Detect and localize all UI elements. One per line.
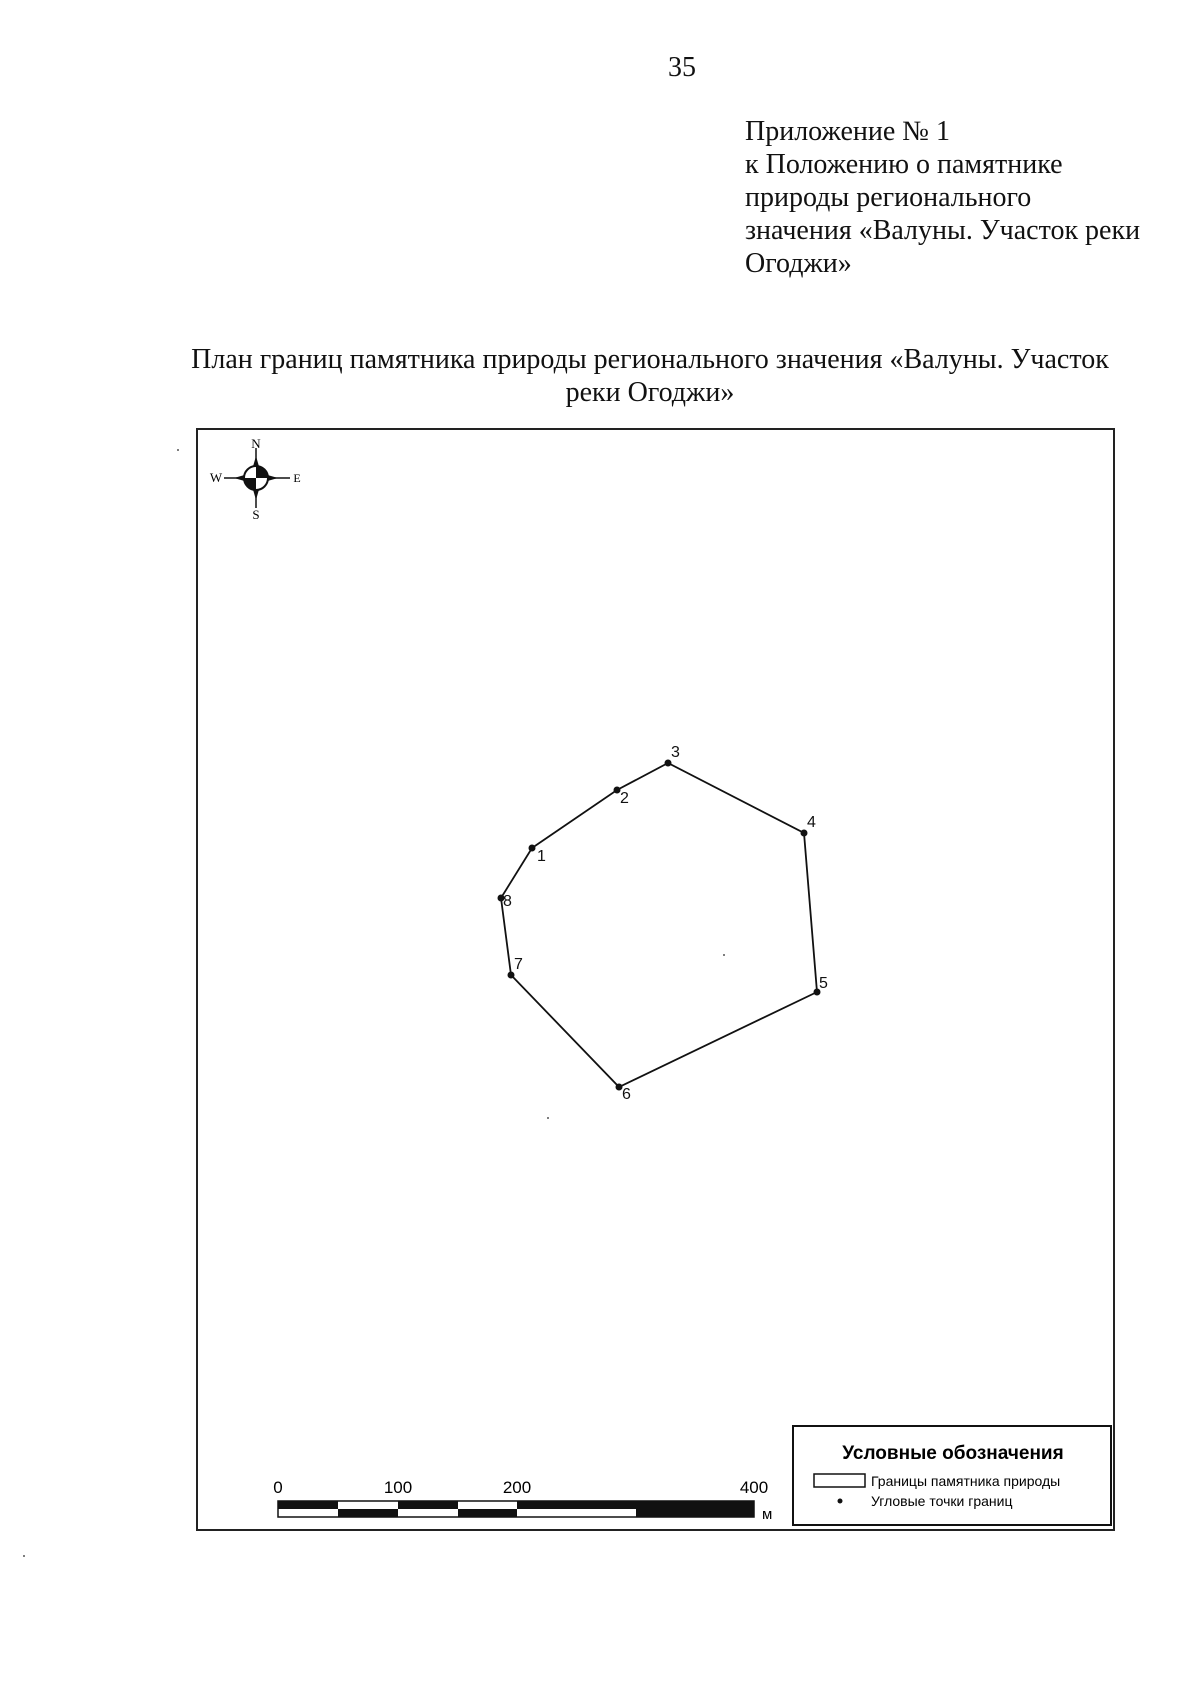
page-number: 35 [668,52,696,83]
corner-points [498,760,821,1091]
scale-label-0: 0 [273,1478,283,1497]
corner-point-1 [529,845,536,852]
point-label-3: 3 [671,744,680,761]
scale-label-100: 100 [383,1478,413,1497]
appendix-line: Приложение № 1 [745,116,950,147]
point-label-5: 5 [819,975,828,992]
appendix-line: природы регионального [745,182,1032,213]
scale-label-400: 400 [739,1478,769,1497]
appendix-line: Огоджи» [745,248,852,279]
point-label-7: 7 [514,956,523,973]
corner-point-icon [838,1499,843,1504]
point-label-1: 1 [537,848,546,865]
legend [793,1426,1111,1525]
legend-item-label: Угловые точки границ [871,1493,1013,1509]
compass-icon [210,436,301,522]
compass-south: S [252,507,260,522]
compass-north: N [251,436,261,451]
plan-title-line: План границ памятника природы регионального значения «Валуны. Участок [191,344,1109,375]
scale-bar [273,1478,772,1523]
legend-item-label: Границы памятника природы [871,1473,1061,1489]
boundary-rect-icon [814,1474,865,1487]
appendix-line: к Положению о памятнике [745,149,1063,180]
point-label-2: 2 [620,790,629,807]
point-label-8: 8 [503,893,512,910]
point-label-6: 6 [622,1086,631,1103]
point-label-4: 4 [807,814,816,831]
scale-label-200: 200 [502,1478,532,1497]
legend-title: Условные обозначения [842,1443,1064,1464]
plan-title-line: реки Огоджи» [565,377,735,408]
appendix-line: значения «Валуны. Участок реки [745,215,1141,246]
scale-unit: м [762,1506,773,1523]
compass-east: E [293,471,301,485]
boundary-polygon [501,763,817,1087]
map-border [197,429,1114,1530]
compass-west: W [209,470,223,485]
